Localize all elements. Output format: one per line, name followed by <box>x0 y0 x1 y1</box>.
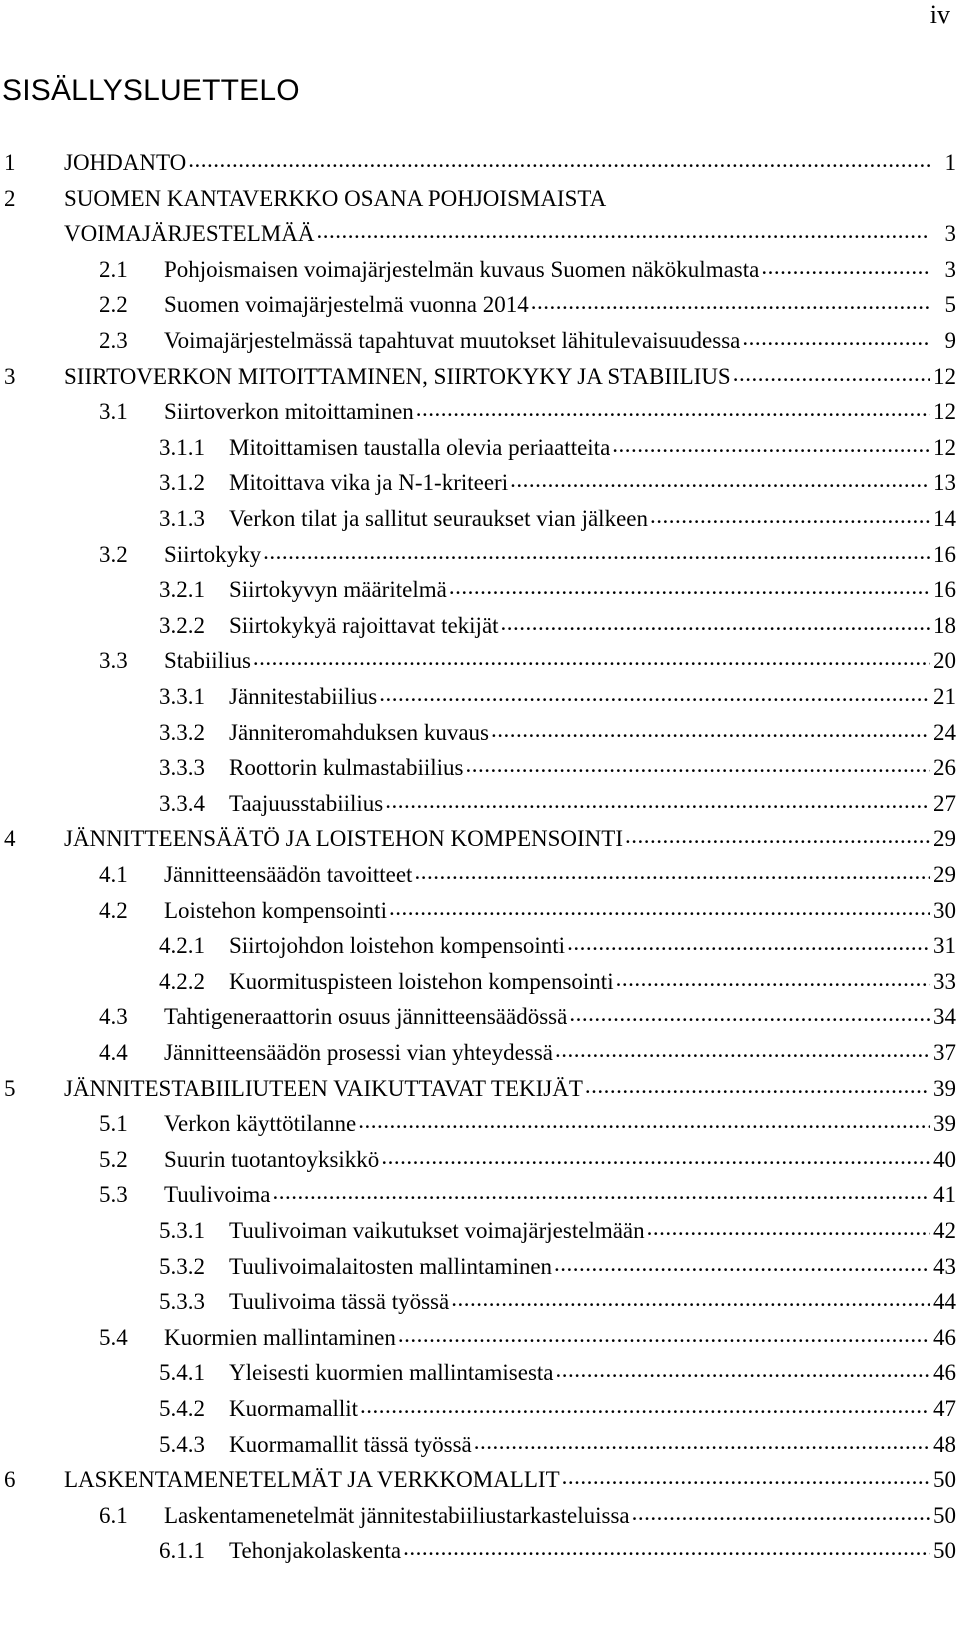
dot-leader <box>761 257 930 277</box>
toc-entry-number: 3.3.4 <box>159 790 205 816</box>
toc-entry-number: 4.2.2 <box>159 968 205 994</box>
toc-entry-page: 13 <box>933 470 956 496</box>
toc-entry-title: Mitoittava vika ja N-1-kriteeri <box>229 470 509 496</box>
toc-entry-page: 3 <box>944 221 956 247</box>
toc-entry-number: 4 <box>4 826 16 852</box>
toc-entry-title: Suomen voimajärjestelmä vuonna 2014 <box>164 292 529 318</box>
toc-entry[interactable] <box>0 542 956 576</box>
dot-leader <box>632 1503 930 1523</box>
toc-entry[interactable] <box>0 1396 956 1430</box>
toc-entry-title: Taajuusstabiilius <box>229 790 384 816</box>
toc-entry-number: 2 <box>4 185 16 211</box>
toc-entry[interactable] <box>0 186 956 220</box>
dot-leader <box>491 720 930 740</box>
toc-entry[interactable] <box>0 826 956 860</box>
toc-entry-number: 4.4 <box>99 1040 128 1065</box>
toc-entry-title: Laskentamenetelmät jännitestabiiliustarkasteluissa <box>164 1502 630 1528</box>
dot-leader <box>742 328 930 348</box>
toc-entry[interactable] <box>0 1467 956 1501</box>
toc-entry-number: 6 <box>4 1467 16 1493</box>
toc-entry-title: Tehonjakolaskenta <box>229 1538 402 1564</box>
dot-leader <box>474 1432 930 1452</box>
toc-entry-number: 4.2.1 <box>159 933 205 959</box>
toc-entry-title: Tuulivoima <box>164 1182 271 1208</box>
toc-entry-page: 3 <box>944 256 956 282</box>
toc-entry-number: 3.3 <box>99 648 128 674</box>
toc-entry[interactable] <box>0 292 956 326</box>
dot-leader <box>733 364 930 384</box>
toc-entry[interactable] <box>0 1538 956 1572</box>
toc-entry-page: 48 <box>933 1431 956 1457</box>
toc-entry-page: 29 <box>933 862 956 887</box>
toc-title: SISÄLLYSLUETTELO <box>2 74 300 107</box>
dot-leader <box>360 1396 930 1416</box>
dot-leader <box>562 1467 930 1487</box>
dot-leader <box>612 435 930 455</box>
toc-entry[interactable] <box>0 648 956 682</box>
dot-leader <box>379 684 930 704</box>
toc-entry[interactable] <box>0 577 956 611</box>
toc-entry-page: 12 <box>933 399 956 425</box>
toc-entry-number: 3.1.3 <box>159 506 205 531</box>
toc-entry[interactable] <box>0 1004 956 1038</box>
toc-entry-title: Mitoittamisen taustalla olevia periaatteita <box>229 434 611 460</box>
toc-entry-number: 1 <box>4 150 16 175</box>
toc-entry[interactable] <box>0 1182 956 1216</box>
toc-entry[interactable] <box>0 257 956 291</box>
toc-entry-page: 50 <box>933 1538 956 1564</box>
toc-entry-number: 5.4.2 <box>159 1396 205 1421</box>
toc-entry[interactable] <box>0 791 956 825</box>
toc-entry-title: Voimajärjestelmässä tapahtuvat muutokset lähitulevaisuudessa <box>164 328 741 353</box>
dot-leader <box>414 862 930 882</box>
toc-entry-number: 3.1.2 <box>159 470 205 496</box>
toc-entry-title: Suurin tuotantoyksikkö <box>164 1146 380 1172</box>
toc-entry-title: Kuormamallit <box>229 1396 359 1421</box>
toc-entry-title: Siirtoverkon mitoittaminen <box>164 399 414 425</box>
toc-entry[interactable] <box>0 364 956 398</box>
toc-entry[interactable] <box>0 399 956 433</box>
toc-entry-page: 30 <box>933 897 956 923</box>
toc-entry[interactable] <box>0 1360 956 1394</box>
toc-entry-title: Tuulivoima tässä työssä <box>229 1289 450 1315</box>
dot-leader <box>188 150 930 170</box>
toc-entry-number: 3.2 <box>99 541 128 567</box>
toc-entry-title: Jännitteensäädön tavoitteet <box>164 862 413 887</box>
dot-leader <box>569 1004 930 1024</box>
toc-entry-page: 40 <box>933 1146 956 1172</box>
toc-entry-page: 34 <box>933 1004 956 1030</box>
toc-entry[interactable] <box>0 755 956 789</box>
toc-entry[interactable] <box>0 1503 956 1537</box>
toc-entry-number: 3.3.2 <box>159 719 205 745</box>
toc-entry[interactable] <box>0 1218 956 1252</box>
dot-leader <box>385 791 930 811</box>
toc-entry[interactable] <box>0 684 956 718</box>
toc-entry-number: 3.1.1 <box>159 434 205 460</box>
toc-entry-title: Verkon tilat ja sallitut seuraukset vian jälkeen <box>229 506 648 531</box>
toc-entry-page: 26 <box>933 755 956 781</box>
toc-entry[interactable] <box>0 1325 956 1359</box>
toc-entry-page: 16 <box>933 577 956 603</box>
dot-leader <box>316 221 930 241</box>
toc-entry-page: 29 <box>933 826 956 852</box>
dot-leader <box>510 470 930 490</box>
toc-entry[interactable] <box>0 1076 956 1110</box>
toc-entry-number: 5.2 <box>99 1146 128 1172</box>
toc-entry-title: Tuulivoiman vaikutukset voimajärjestelmään <box>229 1218 645 1243</box>
dot-leader <box>567 933 930 953</box>
toc-entry-page: 12 <box>933 363 956 389</box>
toc-entry[interactable] <box>0 506 956 540</box>
toc-entry-page: 18 <box>933 612 956 638</box>
toc-entry[interactable] <box>0 1289 956 1323</box>
toc-entry-number: 5.3 <box>99 1182 128 1208</box>
toc-entry[interactable] <box>0 1040 956 1074</box>
toc-entry-title: Tahtigeneraattorin osuus jännitteensäädössä <box>164 1004 568 1030</box>
toc-entry-title: SUOMEN KANTAVERKKO OSANA POHJOISMAISTA <box>64 185 607 211</box>
toc-entry[interactable] <box>0 898 956 932</box>
toc-entry-title: Kuormituspisteen loistehon kompensointi <box>229 968 614 994</box>
dot-leader <box>625 826 930 846</box>
toc-entry[interactable] <box>0 1111 956 1145</box>
toc-entry-page: 12 <box>933 434 956 460</box>
toc-entry-page: 44 <box>933 1289 956 1315</box>
toc-entry-page: 33 <box>933 968 956 994</box>
dot-leader <box>555 1040 930 1060</box>
toc-entry-page: 43 <box>933 1253 956 1279</box>
toc-entry-title: VOIMAJÄRJESTELMÄÄ <box>64 221 315 247</box>
dot-leader <box>556 1360 931 1380</box>
toc-entry-page: 50 <box>933 1502 956 1528</box>
toc-entry-title: Roottorin kulmastabiilius <box>229 755 464 781</box>
dot-leader <box>531 292 930 312</box>
toc-entry-page: 46 <box>933 1324 956 1350</box>
dot-leader <box>358 1111 930 1131</box>
toc-entry-title: Siirtokyky <box>164 541 262 567</box>
toc-entry-title: JÄNNITESTABIILIUTEEN VAIKUTTAVAT TEKIJÄT <box>64 1075 583 1101</box>
toc-entry-number: 5.4.3 <box>159 1431 205 1457</box>
toc-entry-page: 39 <box>933 1075 956 1101</box>
dot-leader <box>403 1538 930 1558</box>
toc-entry[interactable] <box>0 933 956 967</box>
toc-entry[interactable] <box>0 720 956 754</box>
toc-entry-number: 2.3 <box>99 328 128 353</box>
toc-entry[interactable] <box>0 613 956 647</box>
toc-entry-page: 39 <box>933 1111 956 1137</box>
toc-entry-page: 47 <box>933 1396 956 1421</box>
toc-entry-title: LASKENTAMENETELMÄT JA VERKKOMALLIT <box>64 1467 560 1493</box>
toc-entry-number: 4.3 <box>99 1004 128 1030</box>
toc-entry-title: Siirtojohdon loistehon kompensointi <box>229 933 566 959</box>
toc-entry-page: 50 <box>933 1467 956 1493</box>
toc-entry-number: 5.3.1 <box>159 1218 205 1243</box>
toc-entry[interactable] <box>0 969 956 1003</box>
toc-entry[interactable] <box>0 1254 956 1288</box>
toc-entry-page: 27 <box>933 790 956 816</box>
toc-entry-title: Yleisesti kuormien mallintamisesta <box>229 1360 554 1386</box>
toc-entry[interactable] <box>0 150 956 184</box>
toc-entry-title: Tuulivoimalaitosten mallintaminen <box>229 1253 553 1279</box>
toc-entry-title: Siirtokykyä rajoittavat tekijät <box>229 612 499 638</box>
toc-entry-number: 5.3.2 <box>159 1253 205 1279</box>
toc-entry[interactable] <box>0 328 956 362</box>
toc-entry[interactable] <box>0 470 956 504</box>
toc-entry-title: Pohjoismaisen voimajärjestelmän kuvaus Suomen näkökulmasta <box>164 256 760 282</box>
dot-leader <box>585 1076 930 1096</box>
toc-entry-number: 5.4.1 <box>159 1360 205 1386</box>
toc-entry-title: Kuormamallit tässä työssä <box>229 1431 472 1457</box>
toc-entry[interactable] <box>0 862 956 896</box>
toc-entry-number: 3.2.2 <box>159 612 205 638</box>
dot-leader <box>554 1254 930 1274</box>
dot-leader <box>398 1325 930 1345</box>
dot-leader <box>501 613 930 633</box>
toc-entry-number: 3.3.3 <box>159 755 205 781</box>
dot-leader <box>263 542 930 562</box>
toc-entry[interactable] <box>0 1147 956 1181</box>
toc-entry-number: 5.3.3 <box>159 1289 205 1315</box>
toc-entry-page: 21 <box>933 684 956 709</box>
toc-entry-title: SIIRTOVERKON MITOITTAMINEN, SIIRTOKYKY JA STABIILIUS <box>64 363 731 389</box>
toc-entry-number: 3.3.1 <box>159 684 205 709</box>
toc-entry-title: Jänniteromahduksen kuvaus <box>229 719 489 745</box>
toc-entry-page: 42 <box>933 1218 956 1243</box>
toc-entry-page: 41 <box>933 1182 956 1208</box>
toc-entry-title: JOHDANTO <box>64 150 187 175</box>
toc-entry-title: Kuormien mallintaminen <box>164 1324 396 1350</box>
toc-entry-page: 20 <box>933 648 956 674</box>
dot-leader <box>253 648 930 668</box>
toc-entry[interactable] <box>0 1432 956 1466</box>
toc-entry-title: Jännitestabiilius <box>229 684 378 709</box>
toc-entry-page: 16 <box>933 541 956 567</box>
toc-entry-title: Siirtokyvyn määritelmä <box>229 577 447 603</box>
toc-entry-page: 5 <box>944 292 956 318</box>
dot-leader <box>451 1289 930 1309</box>
toc-entry-page: 24 <box>933 719 956 745</box>
toc-entry-number: 5.4 <box>99 1324 128 1350</box>
dot-leader <box>647 1218 930 1238</box>
toc-entry-number: 3.2.1 <box>159 577 205 603</box>
toc-entry-number: 2.1 <box>99 256 128 282</box>
dot-leader <box>465 755 930 775</box>
page-number: iv <box>929 0 950 29</box>
toc-entry-number: 6.1 <box>99 1502 128 1528</box>
dot-leader <box>389 898 930 918</box>
toc-entry-page: 37 <box>933 1040 956 1065</box>
toc-entry-title: Verkon käyttötilanne <box>164 1111 357 1137</box>
dot-leader <box>416 399 930 419</box>
toc-entry-number: 4.2 <box>99 897 128 923</box>
dot-leader <box>273 1182 930 1202</box>
dot-leader <box>650 506 930 526</box>
toc-entry-title: JÄNNITTEENSÄÄTÖ JA LOISTEHON KOMPENSOINTI <box>64 826 623 852</box>
toc-entry-title: Jännitteensäädön prosessi vian yhteydessä <box>164 1040 553 1065</box>
toc-entry-page: 46 <box>933 1360 956 1386</box>
toc-entry-title: Stabiilius <box>164 648 251 674</box>
toc-entry-number: 3 <box>4 363 16 389</box>
toc-entry-number: 6.1.1 <box>159 1538 205 1564</box>
toc-entry[interactable] <box>0 221 956 255</box>
toc-entry-page: 14 <box>933 506 956 531</box>
dot-leader <box>381 1147 930 1167</box>
toc-entry-title: Loistehon kompensointi <box>164 897 387 923</box>
toc-entry-number: 2.2 <box>99 292 128 318</box>
toc-entry-page: 9 <box>944 328 956 353</box>
toc-entry-page: 1 <box>944 150 956 175</box>
toc-entry[interactable] <box>0 435 956 469</box>
toc-entry-number: 3.1 <box>99 399 128 425</box>
dot-leader <box>449 577 930 597</box>
toc-entry-number: 5 <box>4 1075 16 1101</box>
toc-entry-number: 4.1 <box>99 862 128 887</box>
toc-entry-number: 5.1 <box>99 1111 128 1137</box>
toc-entry-page: 31 <box>933 933 956 959</box>
dot-leader <box>616 969 930 989</box>
